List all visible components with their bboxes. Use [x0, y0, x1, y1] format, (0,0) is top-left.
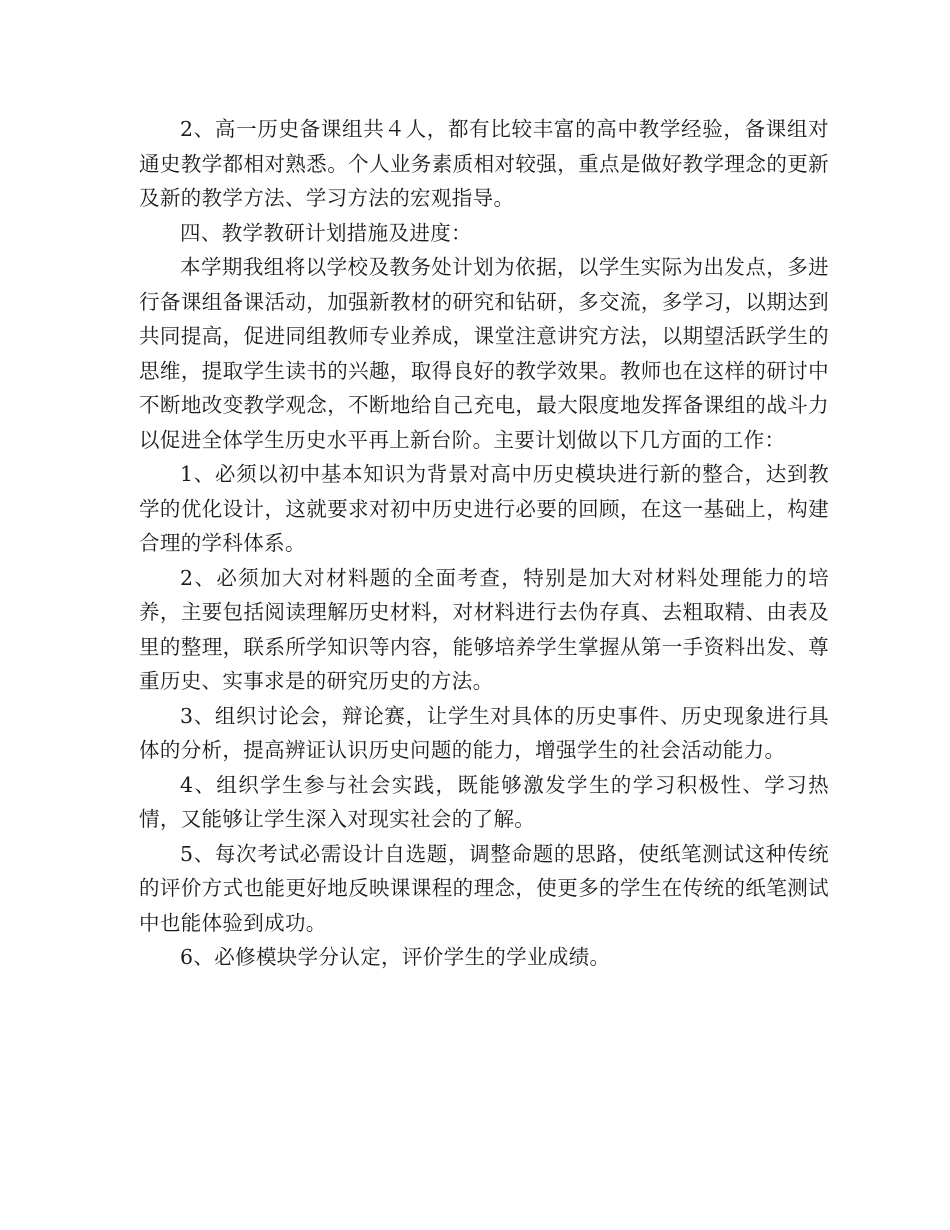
list-item-3: 3、组织讨论会，辩论赛，让学生对具体的历史事件、历史现象进行具体的分析，提高辨证认识历史问题的能力，增强学生的社会活动能力。 — [139, 703, 829, 762]
list-item-6: 6、必修模块学分认定，评价学生的学业成绩。 — [180, 945, 611, 969]
document-body — [139, 112, 829, 975]
list-item-2: 2、必须加大对材料题的全面考查，特别是加大对材料处理能力的培养，主要包括阅读理解历史材料，对材料进行去伪存真、去粗取精、由表及里的整理，联系所学知识等内容，能够培养学生掌握从第一手资料出发、尊重历史、实事求是的研究历史的方法。 — [139, 565, 829, 693]
section-heading-plan-measures: 四、教学教研计划措施及进度： — [180, 220, 472, 245]
list-item-4: 4、组织学生参与社会实践，既能够激发学生的学习积极性、学习热情，又能够让学生深入对现实社会的了解。 — [139, 772, 829, 831]
list-item-1: 1、必须以初中基本知识为背景对高中历史模块进行新的整合，达到教学的优化设计，这就要求对初中历史进行必要的回顾，在这一基础上，构建合理的学科体系。 — [139, 462, 829, 555]
paragraph-semester-plan: 本学期我组将以学校及教务处计划为依据，以学生实际为出发点，多进行备课组备课活动，加强新教材的研究和钻研，多交流，多学习，以期达到共同提高，促进同组教师专业养成，课堂注意讲究方法，以期望活跃学生的思维，提取学生读书的兴趣，取得良好的教学效果。教师也在这样的研讨中不断地改变教学观念，不断地给自己充电，最大限度地发挥备课组的战斗力以促进全体学生历史水平再上新台阶。主要计划做以下几方面的工作： — [139, 255, 829, 452]
list-item-5: 5、每次考试必需设计自选题，调整命题的思路，使纸笔测试这种传统的评价方式也能更好地反映课课程的理念，使更多的学生在传统的纸笔测试中也能体验到成功。 — [139, 841, 829, 935]
paragraph-team-intro: 2、高一历史备课组共４人，都有比较丰富的高中教学经验，备课组对通史教学都相对熟悉。个人业务素质相对较强，重点是做好教学理念的更新及新的教学方法、学习方法的宏观指导。 — [139, 117, 829, 210]
